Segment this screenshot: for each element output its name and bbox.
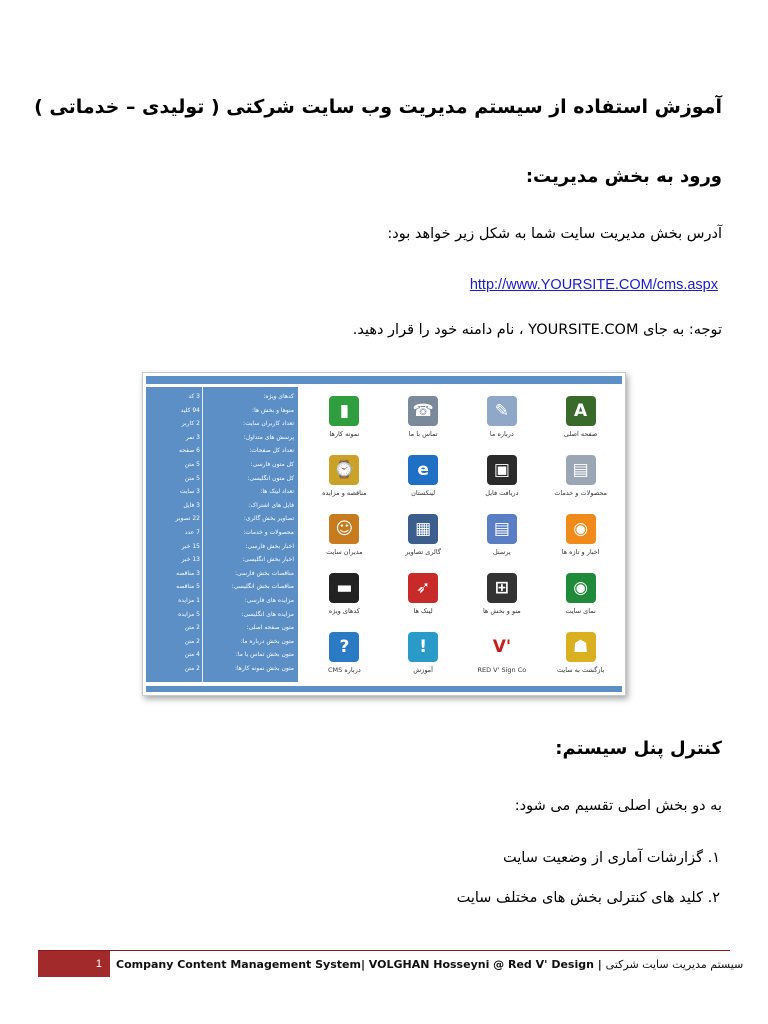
stat-value: 2 کاربر [181,420,200,428]
help-icon: ! [408,632,438,662]
list-item-2: ۲. کلید های کنترلی بخش های مختلف سایت [456,890,720,906]
stat-row [146,447,298,459]
control-about-us-button[interactable] [463,387,542,446]
icon-caption: لینک ها [413,606,433,615]
stat-label: تعداد لینک ها: [260,488,294,496]
stat-label: پرسش های متداول: [243,433,294,441]
tenders-icon: ⌚ [329,455,359,485]
stat-row [146,461,298,473]
control-news-button[interactable] [541,505,620,564]
stat-label: تعداد کل صفحات: [249,447,294,455]
icon-caption: درباره CMS [328,665,361,674]
stat-row [146,611,298,623]
stat-row [146,543,298,555]
control-panel-screenshot [142,372,626,696]
control-red-v-button[interactable] [463,623,542,682]
control-home-page-button[interactable] [541,387,620,446]
stat-label: مناقصات بخش فارسی: [234,569,294,577]
footer-rule [38,950,730,951]
control-tenders-button[interactable] [305,446,384,505]
products-icon: ▤ [566,455,596,485]
icon-caption: منو و بخش ها [482,606,521,615]
control-sample-works-button[interactable] [305,387,384,446]
stat-row [146,597,298,609]
stat-row [146,393,298,405]
stat-row [146,651,298,663]
note-paragraph: توجه: به جای YOURSITE.COM ، نام دامنه خود را قرار دهید. [352,322,722,338]
stat-value: 5 متن [184,474,200,482]
stat-label: تصاویر بخش گالری: [243,515,294,523]
stat-value: 3 نمر [185,433,200,441]
news-icon: ◉ [566,514,596,544]
screenshot-bottom-bar [146,686,622,692]
control-products-button[interactable] [541,446,620,505]
control-site-view-button[interactable] [541,564,620,623]
control-help-button[interactable] [384,623,463,682]
icon-caption: دریافت فایل [485,488,519,497]
stat-value: 5 متن [184,461,200,468]
stat-value: 3 فایل [183,501,200,509]
icon-caption: نمای سایت [565,606,596,615]
users-icon: ▤ [487,514,517,544]
stat-label: کل متون فارسی: [250,461,294,468]
control-gallery-button[interactable] [384,505,463,564]
stat-value: 22 تصویر [175,515,200,523]
stat-value: 15 خبر [181,542,200,550]
stat-label: تعداد کاربران سایت: [243,420,294,428]
stat-value: 2 متن [184,637,200,645]
file-download-icon: ▣ [487,455,517,485]
stat-value: 2 متن [184,665,200,672]
icon-caption: تماس با ما [408,429,438,438]
stat-value: 2 متن [184,624,200,632]
red-v-icon: V' [487,632,517,662]
stat-value: 94 کلید [180,406,200,414]
menus-icon: ⊞ [487,573,517,603]
control-icons-grid [305,387,620,682]
icon-caption: گالری تصاویر [405,547,441,556]
screenshot-top-bar [146,376,622,384]
control-back-to-site-button[interactable] [541,623,620,682]
stat-label: کل متون انگلیسی: [247,474,294,482]
icon-caption: آموزش [413,665,433,674]
stat-value: 3 کد [188,393,200,400]
stat-row [146,475,298,487]
control-special-codes-button[interactable] [305,564,384,623]
stat-row [146,529,298,541]
cms-url-link[interactable]: http://www.YOURSITE.COM/cms.aspx [469,277,718,293]
icon-caption: پرسنل [493,547,511,556]
about-cms-icon: ? [329,632,359,662]
stat-label: محصولات و خدمات: [243,529,294,536]
stat-value: 3 مناقصه [176,569,200,577]
stat-label: اخبار بخش فارسی: [245,542,294,550]
special-codes-icon: ▬ [329,573,359,603]
stat-value: 5 مزایده [178,610,200,618]
site-managers-icon: ☺ [329,514,359,544]
stat-row [146,556,298,568]
stat-value: 3 سایت [179,488,200,496]
stat-row [146,638,298,650]
page-number-box [38,951,110,977]
stat-row [146,570,298,582]
stat-label: متون بخش نمونه کارها: [234,665,294,672]
icon-caption: RED V' Sign Co [477,665,527,674]
icon-caption: اخبار و تازه ها [561,547,600,556]
stat-label: اخبار بخش انگلیسی: [242,556,294,564]
stat-row [146,515,298,527]
icon-caption: بازگشت به سایت [557,665,605,674]
stat-value: 4 متن [184,651,200,659]
stat-value: 5 مناقصه [176,583,200,591]
address-paragraph: آدرس بخش مدیریت سایت شما به شکل زیر خواهد بود: [387,226,722,242]
icon-caption: لینکستان [411,488,436,497]
stat-label: فایل های اشتراک: [248,501,294,509]
control-file-download-button[interactable] [463,446,542,505]
control-menus-button[interactable] [463,564,542,623]
stat-row [146,665,298,677]
stat-label: کدهای ویژه: [263,393,294,400]
sample-works-icon: ▮ [329,396,359,426]
footer-text [116,958,743,971]
links-icon: e [408,455,438,485]
section-heading-login: ورود به بخش مدیریت: [525,166,722,187]
stat-label: مناقصات بخش انگلیسی: [231,583,294,591]
icon-caption: صفحه اصلی [563,429,598,438]
footer-text-fa: سیستم مدیریت سایت شرکتی [605,958,744,971]
stat-label: مزایده های انگلیسی: [241,610,294,618]
stat-row [146,434,298,446]
icon-caption: درباره ما [489,429,514,438]
site-view-icon: ◉ [566,573,596,603]
stat-row [146,407,298,419]
list-item-1: ۱. گزارشات آماری از وضعیت سایت [503,850,720,866]
stat-row [146,420,298,432]
stat-row [146,583,298,595]
about-us-icon: ✎ [487,396,517,426]
stat-row [146,502,298,514]
footer-text-en: Company Content Management System| VOLGHAN Hosseyni @ Red V' Design | [116,958,602,971]
control-links-button[interactable] [384,446,463,505]
document-title: آموزش استفاده از سیستم مدیریت وب سایت شرکتی ( تولیدی – خدماتی ) [34,96,722,118]
intro-paragraph: به دو بخش اصلی تقسیم می شود: [514,798,722,814]
back-to-site-icon: ☗ [566,632,596,662]
stat-row [146,488,298,500]
control-site-managers-button[interactable] [305,505,384,564]
icon-caption: کدهای ویژه [328,606,360,615]
stat-label: متون صفحه اصلی: [246,624,294,632]
icon-caption: مناقصه و مزایده [322,488,367,497]
links-2-icon: ➶ [408,573,438,603]
control-users-button[interactable] [463,505,542,564]
stat-value: 13 خبر [181,556,200,564]
control-contact-us-button[interactable] [384,387,463,446]
page-number: 1 [95,958,102,970]
icon-caption: نمونه کارها [329,429,360,438]
stat-value: 1 مزایده [178,597,200,604]
section-heading-control-panel: کنترل پنل سیستم: [555,738,722,759]
stat-label: متون بخش تماس با ما: [235,651,294,659]
stat-label: متون بخش درباره ما: [240,637,294,645]
stat-value: 7 عدد [184,529,200,536]
statistics-panel [146,387,298,682]
control-links-2-button[interactable] [384,564,463,623]
gallery-icon: ▦ [408,514,438,544]
home-page-icon: A [566,396,596,426]
icon-caption: محصولات و خدمات [554,488,608,497]
stat-value: 6 صفحه [179,447,200,455]
stat-label: مزایده های فارسی: [244,597,294,604]
stat-label: منوها و بخش ها: [252,406,294,414]
control-about-cms-button[interactable] [305,623,384,682]
contact-us-icon: ☎ [408,396,438,426]
icon-caption: مدیران سایت [326,547,363,556]
stat-row [146,624,298,636]
